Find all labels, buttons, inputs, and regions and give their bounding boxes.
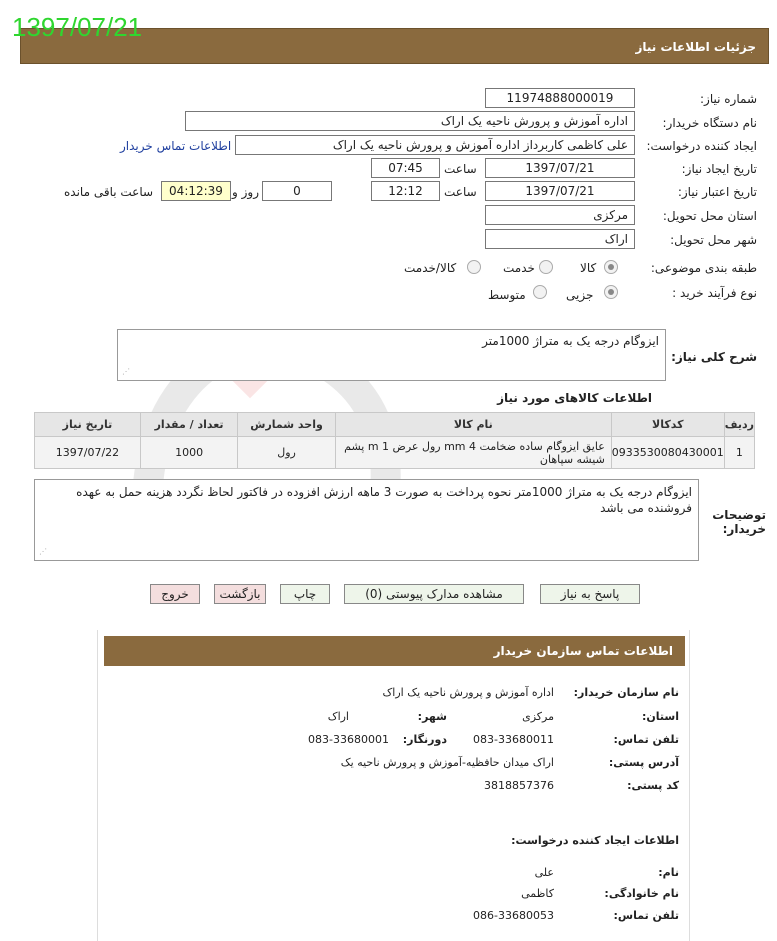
- province-field: مرکزی: [485, 205, 635, 225]
- contact-postal-label: کد پستی:: [627, 779, 679, 792]
- contact-fax-label: دورنگار:: [402, 733, 447, 746]
- days-label: روز و: [232, 185, 259, 199]
- city-field: اراک: [485, 229, 635, 249]
- contact-org-label: نام سازمان خریدار:: [573, 686, 679, 699]
- col-qty: تعداد / مقدار: [140, 413, 237, 437]
- contact-phone-value: 083-33680011: [473, 733, 554, 746]
- reply-button[interactable]: پاسخ به نیاز: [540, 584, 640, 604]
- items-section-title: اطلاعات کالاهای مورد نیاز: [497, 391, 652, 405]
- created-date-field: 1397/07/21: [485, 158, 635, 178]
- category-goods-radio[interactable]: [604, 260, 618, 274]
- col-code: کدکالا: [611, 413, 724, 437]
- remaining-time-field: 04:12:39: [161, 181, 231, 201]
- contact-org-value: اداره آموزش و پرورش ناحیه یک اراک: [382, 686, 554, 699]
- cell-date: 1397/07/22: [35, 437, 141, 469]
- requester-name-value: علی: [534, 866, 554, 879]
- remaining-label: ساعت باقی مانده: [64, 185, 154, 199]
- buyer-notes-box: [34, 479, 699, 561]
- created-date-label: تاریخ ایجاد نیاز:: [681, 162, 757, 176]
- cell-qty: 1000: [140, 437, 237, 469]
- buyer-notes-text: ایزوگام درجه یک به متراژ 1000متر نحوه پرداخت به صورت 3 ماهه ارزش افزوده در فاکتور لحاظ نگردد هزینه حمل به عهده فروشنده می باشد: [76, 485, 692, 515]
- attachments-button[interactable]: مشاهده مدارک پیوستی (0): [344, 584, 524, 604]
- resize-grip-icon[interactable]: ⋰: [39, 547, 47, 556]
- process-minor-label: جزیی: [566, 288, 594, 302]
- contact-address-label: آدرس پستی:: [608, 756, 679, 769]
- requester-name-label: نام:: [658, 866, 679, 879]
- requester-family-label: نام خانوادگی:: [604, 887, 679, 900]
- contact-province-label: استان:: [642, 710, 679, 723]
- buyer-contact-link[interactable]: اطلاعات تماس خریدار: [120, 139, 232, 153]
- summary-label: شرح کلی نیاز:: [671, 350, 757, 364]
- col-unit: واحد شمارش: [238, 413, 336, 437]
- process-medium-radio[interactable]: [533, 285, 547, 299]
- requester-phone-label: تلفن تماس:: [613, 909, 679, 922]
- validity-date-field: 1397/07/21: [485, 181, 635, 201]
- buyer-org-field: اداره آموزش و پرورش ناحیه یک اراک: [185, 111, 635, 131]
- category-goods-label: کالا: [580, 261, 597, 275]
- summary-box: [117, 329, 666, 381]
- requester-field: علی کاظمی کاربرداز اداره آموزش و پرورش ناحیه یک اراک: [235, 135, 635, 155]
- col-name: نام کالا: [335, 413, 611, 437]
- resize-grip-icon[interactable]: ⋰: [122, 367, 130, 376]
- contact-city-label: شهر:: [417, 710, 447, 723]
- contact-province-value: مرکزی: [522, 710, 554, 723]
- validity-time-label: ساعت: [444, 185, 477, 199]
- requester-phone-value: 086-33680053: [473, 909, 554, 922]
- process-medium-label: متوسط: [488, 288, 526, 302]
- contact-phone-label: تلفن تماس:: [613, 733, 679, 746]
- category-both-radio[interactable]: [467, 260, 481, 274]
- cell-row: 1: [724, 437, 754, 469]
- page-title: جزئیات اطلاعات نیاز: [635, 40, 756, 54]
- summary-text: ایزوگام درجه یک به متراژ 1000متر: [482, 334, 659, 348]
- back-button[interactable]: بازگشت: [214, 584, 266, 604]
- category-service-label: خدمت: [503, 261, 535, 275]
- contact-postal-value: 3818857376: [484, 779, 554, 792]
- cell-unit: رول: [238, 437, 336, 469]
- validity-date-label: تاریخ اعتبار نیاز:: [677, 185, 757, 199]
- need-number-field: 11974888000019: [485, 88, 635, 108]
- cell-name: عایق ایزوگام ساده ضخامت mm 4 رول عرض m 1 پشم شیشه سپاهان: [335, 437, 611, 469]
- requester-family-value: کاظمی: [521, 887, 554, 900]
- days-field: 0: [262, 181, 332, 201]
- category-both-label: کالا/خدمت: [404, 261, 457, 275]
- buyer-notes-label: توضیحات خریدار:: [712, 508, 766, 536]
- contact-title: اطلاعات تماس سازمان خریدار: [493, 644, 673, 658]
- date-stamp: 1397/07/21: [12, 12, 143, 42]
- category-service-radio[interactable]: [539, 260, 553, 274]
- items-table: [34, 412, 755, 469]
- created-time-label: ساعت: [444, 162, 477, 176]
- province-label: استان محل تحویل:: [662, 209, 757, 223]
- requester-label: ایجاد کننده درخواست:: [646, 139, 757, 153]
- category-label: طبقه بندی موضوعی:: [650, 261, 757, 275]
- contact-header: [104, 636, 685, 666]
- exit-button[interactable]: خروج: [150, 584, 200, 604]
- contact-fax-value: 083-33680001: [308, 733, 389, 746]
- need-number-label: شماره نیاز:: [700, 92, 757, 106]
- cell-code: 0933530080430001: [611, 437, 724, 469]
- contact-address-value: اراک میدان حافظیه-آموزش و پرورش ناحیه یک: [340, 756, 554, 769]
- buyer-org-label: نام دستگاه خریدار:: [662, 116, 757, 130]
- requester-info-title: اطلاعات ایجاد کننده درخواست:: [511, 834, 679, 847]
- col-row: ردیف: [724, 413, 754, 437]
- city-label: شهر محل تحویل:: [670, 233, 757, 247]
- table-row: [35, 437, 755, 469]
- contact-city-value: اراک: [327, 710, 349, 723]
- col-date: تاریخ نیاز: [35, 413, 141, 437]
- contact-panel: [97, 630, 690, 941]
- created-time-field: 07:45: [371, 158, 440, 178]
- process-label: نوع فرآیند خرید :: [672, 286, 757, 300]
- validity-time-field: 12:12: [371, 181, 440, 201]
- process-minor-radio[interactable]: [604, 285, 618, 299]
- print-button[interactable]: چاپ: [280, 584, 330, 604]
